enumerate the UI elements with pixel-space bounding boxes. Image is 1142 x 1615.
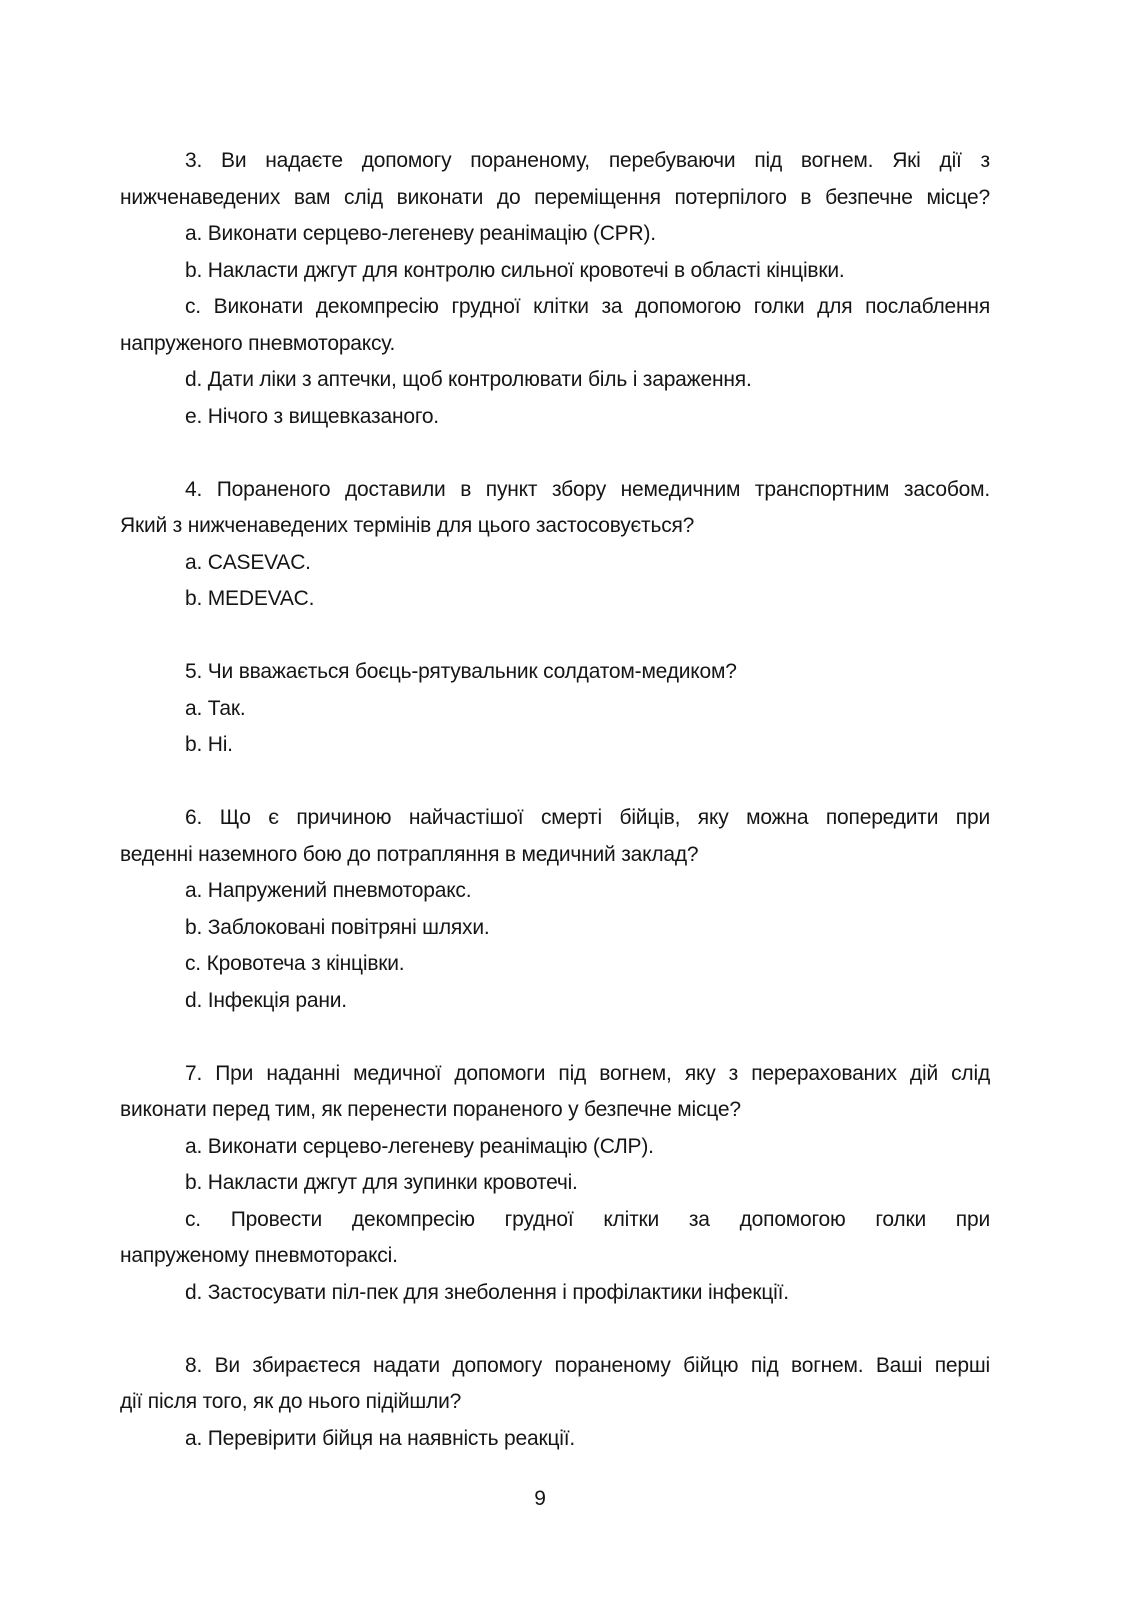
- question-5: [120, 654, 990, 764]
- question-5-text-line-1: 5. Чи вважається боєць-рятувальник солдатом-медиком?: [185, 660, 737, 683]
- question-3-option-a: a. Виконати серцево-легеневу реанімацію (CPR).: [185, 222, 656, 245]
- question-7-text-line-1: 7. При наданні медичної допомоги під вогнем, яку з перерахованих дій слід: [185, 1061, 990, 1085]
- question-5-option-a: a. Так.: [185, 696, 246, 720]
- question-6: [120, 800, 990, 1019]
- question-4-option-a: a. CASEVAC.: [185, 550, 311, 574]
- question-8-text-line-1: 8. Ви збираєтеся надати допомогу пораненому бійцю під вогнем. Ваші перші: [185, 1353, 990, 1377]
- question-3-text-line-1: 3. Ви надаєте допомогу пораненому, перебуваючи під вогнем. Які дії з: [185, 149, 990, 172]
- question-3-option-c-line-2: напруженого пневмотораксу.: [120, 331, 396, 355]
- question-5-option-b: b. Ні.: [185, 733, 233, 756]
- question-3-option-d: d. Дати ліки з аптечки, щоб контролювати біль і зараження.: [185, 368, 752, 391]
- question-6-text-line-1: 6. Що є причиною найчастішої смерті бійців, яку можна попередити при: [185, 806, 990, 829]
- question-4-text-line-2: Який з нижченаведених термінів для цього застосовується?: [120, 514, 695, 537]
- question-6-option-c: c. Кровотеча з кінцівки.: [185, 952, 405, 975]
- question-4: [120, 472, 990, 618]
- question-3-text-line-2: нижченаведених вам слід виконати до переміщення потерпілого в безпечне місце?: [120, 185, 990, 209]
- question-7: [120, 1056, 990, 1312]
- question-7-text-line-2: виконати перед тим, як перенести пораненого у безпечне місце?: [120, 1098, 741, 1121]
- question-8: [120, 1348, 990, 1458]
- question-7-option-c-line-2: напруженому пневмотораксі.: [120, 1244, 398, 1267]
- question-7-option-d: d. Застосувати піл-пек для знеболення і профілактики інфекції.: [185, 1280, 789, 1304]
- question-8-text-line-2: дії після того, як до нього підійшли?: [120, 1390, 462, 1413]
- question-3: [120, 143, 990, 435]
- question-6-option-a: a. Напружений пневмоторакс.: [185, 879, 472, 902]
- question-6-option-b: b. Заблоковані повітряні шляхи.: [185, 915, 490, 939]
- question-8-option-a: a. Перевірити бійця на наявність реакції.: [185, 1426, 576, 1450]
- question-4-text-line-1: 4. Пораненого доставили в пункт збору немедичним транспортним засобом.: [185, 477, 990, 501]
- question-3-option-e: e. Нічого з вищевказаного.: [185, 404, 439, 428]
- question-7-option-b: b. Накласти джгут для зупинки кровотечі.: [185, 1171, 578, 1194]
- page-number: 9: [534, 1487, 546, 1510]
- question-6-option-d: d. Інфекція рани.: [185, 988, 347, 1012]
- question-3-option-b: b. Накласти джгут для контролю сильної кровотечі в області кінцівки.: [185, 258, 845, 282]
- question-7-option-a: a. Виконати серцево-легеневу реанімацію (СЛР).: [185, 1134, 654, 1158]
- question-7-option-c-line-1: c. Провести декомпресію грудної клітки за допомогою голки при: [185, 1207, 990, 1231]
- question-4-option-b: b. MEDEVAC.: [185, 587, 315, 610]
- question-6-text-line-2: веденні наземного бою до потрапляння в медичний заклад?: [120, 842, 699, 866]
- question-3-option-c-line-1: c. Виконати декомпресію грудної клітки за допомогою голки для послаблення: [185, 295, 990, 318]
